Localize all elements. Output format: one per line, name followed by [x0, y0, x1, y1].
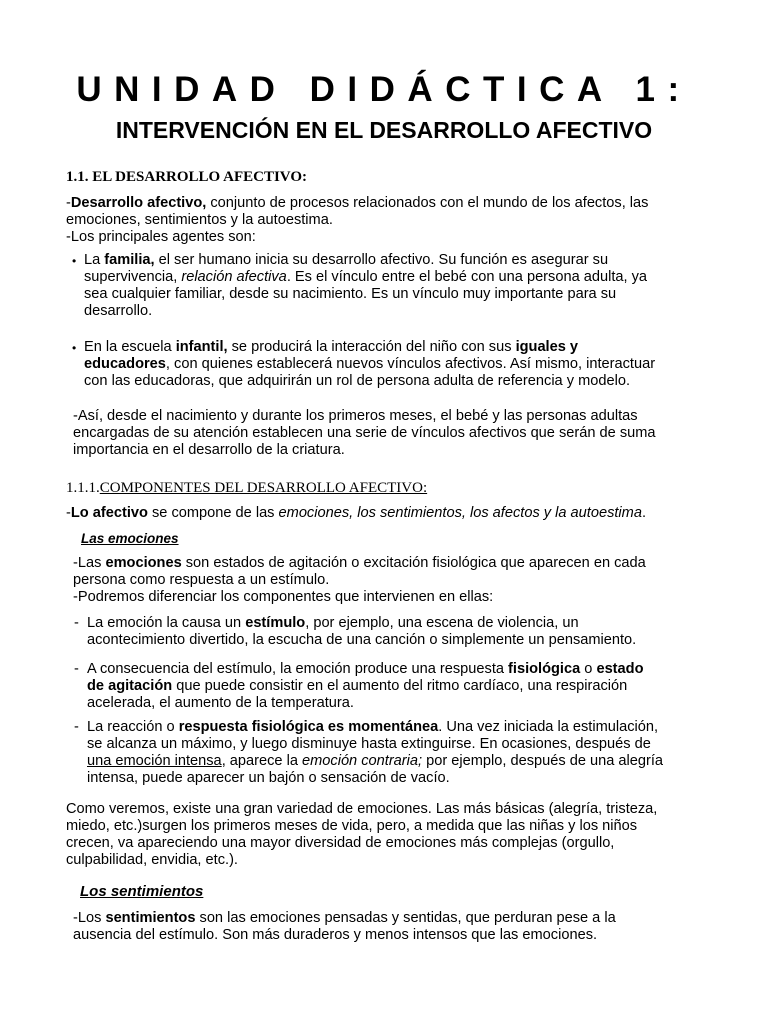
- summary-l4: culpabilidad, envidia, etc.).: [66, 852, 238, 868]
- item2-pre: A consecuencia del estímulo, la emoción produce una respuesta: [87, 661, 509, 677]
- escuela-l3: con las educadoras, que adquirirán un rol de persona adulta de referencia y modelo.: [84, 373, 630, 389]
- familia-text-pre: La: [84, 252, 105, 268]
- emociones-summary: [66, 801, 657, 869]
- lo-afectivo-italic: emociones, los sentimientos, los afectos y la autoestima: [278, 505, 642, 521]
- heading-text: COMPONENTES DEL DESARROLLO AFECTIVO:: [99, 480, 428, 496]
- component-item-3: [87, 719, 663, 787]
- emociones-l2: persona como respuesta a un estímulo.: [73, 572, 330, 588]
- familia-l2-pre: supervivencia,: [84, 269, 182, 285]
- intro-text: conjunto de procesos relacionados con el mundo de los afectos, las: [206, 195, 649, 211]
- familia-l2-post: . Es el vínculo entre el bebé con una persona adulta, ya: [286, 269, 648, 285]
- escuela-term-educadores: educadores: [84, 356, 166, 372]
- intro-line-3: -Los principales agentes son:: [66, 229, 256, 245]
- section-heading-1-1: 1.1. EL DESARROLLO AFECTIVO:: [66, 169, 307, 185]
- familia-text-post: el ser humano inicia su desarrollo afectivo. Su función es asegurar su: [154, 252, 609, 268]
- summary-l2: miedo, etc.)surgen los primeros meses de vida, pero, a medida que las niñas y los niños: [66, 818, 638, 834]
- emociones-pre: -Las: [73, 555, 106, 571]
- intro-prefix: -: [66, 195, 71, 211]
- intro-line-2: emociones, sentimientos y la autoestima.: [66, 212, 333, 228]
- item3-l3-mid: , aparece la: [221, 753, 303, 769]
- item1-l2: acontecimiento divertido, la escucha de una canción o simplemente un pensamiento.: [87, 632, 637, 648]
- item3-term: respuesta fisiológica es momentánea: [178, 719, 439, 735]
- bullet-escuela: [84, 339, 655, 390]
- summary-l1: Como veremos, existe una gran variedad de emociones. Las más básicas (alegría, tristeza,: [66, 801, 658, 817]
- escuela-text-mid: se producirá la interacción del niño con sus: [227, 339, 516, 355]
- item3-post: . Una vez iniciada la estimulación,: [438, 719, 659, 735]
- dash-marker: -: [74, 719, 79, 735]
- subheading-sentimientos: Los sentimientos: [80, 883, 204, 900]
- item3-pre: La reacción o: [87, 719, 179, 735]
- sentimientos-term: sentimientos: [105, 910, 196, 926]
- item3-underlined: una emoción intensa: [87, 753, 222, 769]
- unit-subtitle: INTERVENCIÓN EN EL DESARROLLO AFECTIVO: [115, 117, 653, 143]
- escuela-l2-post: , con quienes establecerá nuevos vínculos afectivos. Así mismo, interactuar: [165, 356, 656, 372]
- item1-pre: La emoción la causa un: [87, 615, 246, 631]
- item3-l2: se alcanza un máximo, y luego disminuye hasta extinguirse. En ocasiones, después de: [87, 736, 651, 752]
- lo-afectivo-term: Lo afectivo: [70, 505, 148, 521]
- familia-l2-italic: relación afectiva: [181, 269, 287, 285]
- bullet-icon: •: [72, 254, 77, 268]
- closing-l1: -Así, desde el nacimiento y durante los primeros meses, el bebé y las personas adultas: [73, 408, 638, 424]
- bullet-familia: [84, 252, 647, 320]
- escuela-text-pre: En la escuela: [84, 339, 176, 355]
- escuela-term-infantil: infantil,: [175, 339, 228, 355]
- emociones-l3: -Podremos diferenciar los componentes que intervienen en ellas:: [73, 589, 494, 605]
- item2-mid: o: [580, 661, 597, 677]
- unit-title: UNIDAD DIDÁCTICA 1:: [76, 70, 692, 109]
- lo-afectivo-mid: se compone de las: [147, 505, 279, 521]
- item2-term-agitacion: de agitación: [87, 678, 173, 694]
- item2-term-fisiologica: fisiológica: [508, 661, 581, 677]
- item2-l2-post: que puede consistir en el aumento del ritmo cardíaco, una respiración: [172, 678, 628, 694]
- emociones-term: emociones: [105, 555, 182, 571]
- lo-afectivo-end: .: [641, 505, 647, 521]
- dash-marker: -: [74, 661, 79, 677]
- closing-paragraph: [73, 408, 656, 459]
- lo-afectivo-paragraph: [66, 505, 646, 522]
- familia-l4: desarrollo.: [84, 303, 153, 319]
- item3-l3-post: por ejemplo, después de una alegría: [422, 753, 664, 769]
- familia-l3: sea cualquier familiar, desde su nacimiento. Es un vínculo muy importante para su: [84, 286, 617, 302]
- item2-term-estado: estado: [596, 661, 644, 677]
- section-heading-1-1-1: [66, 479, 427, 498]
- item3-italic: emoción contraria;: [302, 753, 423, 769]
- sentimientos-pre: -Los: [73, 910, 106, 926]
- heading-number: 1.1.1.: [66, 480, 100, 496]
- item1-term: estímulo: [245, 615, 306, 631]
- lo-afectivo-prefix: -: [66, 505, 71, 521]
- emociones-post: son estados de agitación o excitación fisiológica que aparecen en cada: [181, 555, 646, 571]
- dash-marker: -: [74, 615, 79, 631]
- familia-term: familia,: [104, 252, 155, 268]
- item1-post: , por ejemplo, una escena de violencia, un: [305, 615, 579, 631]
- summary-l3: crecen, va apareciendo una mayor diversidad de emociones más complejas (orgullo,: [66, 835, 615, 851]
- subheading-emociones: Las emociones: [81, 531, 179, 546]
- item2-l3: acelerada, el aumento de la temperatura.: [87, 695, 354, 711]
- intro-term: Desarrollo afectivo,: [70, 195, 207, 211]
- escuela-term-iguales: iguales y: [515, 339, 579, 355]
- component-item-1: [87, 615, 636, 649]
- sentimientos-post: son las emociones pensadas y sentidas, que perduran pese a la: [195, 910, 616, 926]
- intro-paragraph: [66, 195, 648, 246]
- sentimientos-paragraph: [73, 910, 616, 944]
- closing-l2: encargadas de su atención establecen una serie de vínculos afectivos que serán de suma: [73, 425, 656, 441]
- component-item-2: [87, 661, 644, 712]
- sentimientos-l2: ausencia del estímulo. Son más duraderos y menos intensos que las emociones.: [73, 927, 598, 943]
- item3-l4: intensa, puede aparecer un bajón o sensación de vacío.: [87, 770, 450, 786]
- bullet-icon: •: [72, 341, 77, 355]
- closing-l3: importancia en el desarrollo de la criatura.: [73, 442, 345, 458]
- emociones-paragraph: [73, 555, 646, 606]
